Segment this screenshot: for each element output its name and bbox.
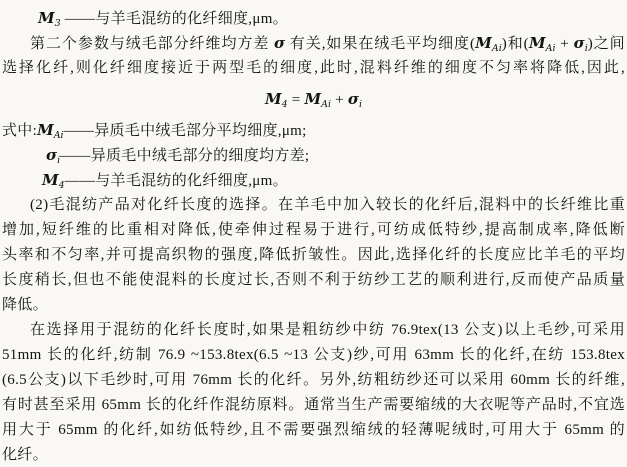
paragraph-2-line-1 (2, 193, 625, 218)
text-run: 51mm 长的化纤,纺制 76.9 ~153.8tex(6.5 ~13 公支)纱,可用 63mm 长的化纤,在纺 153.8tex (2, 347, 625, 363)
math-symbol: M (37, 121, 54, 139)
text-run: + (555, 36, 574, 52)
math-subscript: i (358, 99, 363, 110)
math-subscript: Ai (53, 130, 64, 141)
paragraph-3-line-1 (2, 318, 625, 343)
math-symbol: M (475, 34, 492, 52)
text-run: )之间 (587, 36, 625, 52)
text-run: 头率和不匀率,并可提高织物的强度,降低折皱性。因此,选择化纤的长度应比羊毛的平均 (2, 247, 625, 263)
math-symbol: M (264, 90, 282, 108)
math-subscript: Ai (321, 99, 332, 110)
text-run: = (287, 92, 305, 108)
paragraph-3-line-3 (2, 368, 625, 393)
formula-m4 (2, 87, 625, 112)
paragraph-2-line-5 (2, 293, 625, 318)
paragraph-3-line-5 (2, 418, 625, 443)
math-subscript: i (57, 155, 61, 166)
paragraph-1-line-2 (2, 56, 625, 81)
math-subscript: Ai (545, 43, 556, 54)
paragraph-3-line-2 (2, 343, 625, 368)
text-run: )和( (501, 36, 529, 52)
text-run: 第二个参数与绒毛部分纤维均方差 (30, 36, 275, 52)
text-run: (6.5公支)以下毛纱时,可用 76mm 长的化纤。另外,纺粗纺纱还可以采用 60mm 长的纤维, (2, 372, 625, 388)
text-run: 增加,短纤维的比重相对降低,使牵伸过程易于进行,可纺成低特纱,提高制成率,降低断 (2, 222, 625, 238)
math-symbol: σ (274, 34, 286, 52)
paragraph-3-line-4 (2, 393, 625, 418)
math-subscript: 4 (281, 99, 288, 110)
math-symbol: M (42, 171, 59, 189)
math-symbol: M (38, 9, 55, 27)
math-symbol: M (528, 34, 546, 52)
paragraph-2-line-3 (2, 243, 625, 268)
math-subscript: Ai (491, 43, 502, 54)
text-run: ——异质毛中绒毛部分平均细度,μm; (63, 123, 307, 139)
text-run: (2)毛混纺产品对化纤长度的选择。在羊毛中加入较长的化纤后,混料中的长纤维比重 (30, 197, 625, 213)
text-run: ——异质毛中绒毛部分的细度均方差; (60, 148, 310, 164)
math-symbol: σ (347, 90, 359, 108)
paragraph-1-line-1 (2, 31, 625, 56)
text-run: + (331, 92, 348, 108)
text-run: 有关,如果在绒毛平均细度( (285, 36, 476, 52)
document-body (2, 6, 625, 467)
math-subscript: i (584, 43, 588, 54)
text-run: 长度稍长,但也不能使混料的长度过长,否则不利于纺纱工艺的顺利进行,反而使产品质量 (2, 272, 625, 288)
text-run: 在选择用于混纺的化纤长度时,如果是粗纺纱中纺 76.9tex(13 公支)以上毛纱,可采用 (30, 322, 625, 338)
text-run: ——与羊毛混纺的化纤细度,μm。 (60, 11, 288, 27)
definition-intro-line (2, 118, 625, 143)
text-run: 选择化纤,则化纤细度接近于两型毛的细度,此时,混料纤维的细度不匀率将降低,因此, (2, 60, 625, 76)
definition-line-sigma (2, 143, 625, 168)
paragraph-3-line-6 (2, 443, 625, 467)
text-run: 式中: (2, 123, 38, 139)
text-run: ——与羊毛混纺的化纤细度,μm。 (64, 173, 288, 189)
definition-line-m4 (2, 168, 625, 193)
math-symbol: M (304, 90, 322, 108)
paragraph-2-line-2 (2, 218, 625, 243)
text-run: 有时甚至采用 65mm 长的化纤作混纺原料。通常当生产需要缩绒的大衣呢等产品时,不宜选 (2, 397, 625, 413)
math-symbol: σ (46, 146, 58, 164)
definition-line-m3 (2, 6, 625, 31)
math-subscript: 4 (58, 180, 65, 191)
paragraph-2-line-4 (2, 268, 625, 293)
math-subscript: 3 (54, 18, 61, 29)
text-run: 化纤。 (2, 447, 48, 463)
math-symbol: σ (573, 34, 585, 52)
text-run: 降低。 (2, 297, 48, 313)
text-run: 用大于 65mm 的化纤,如纺低特纱,且不需要强烈缩绒的轻薄呢绒时,可用大于 65mm 的 (2, 422, 625, 438)
